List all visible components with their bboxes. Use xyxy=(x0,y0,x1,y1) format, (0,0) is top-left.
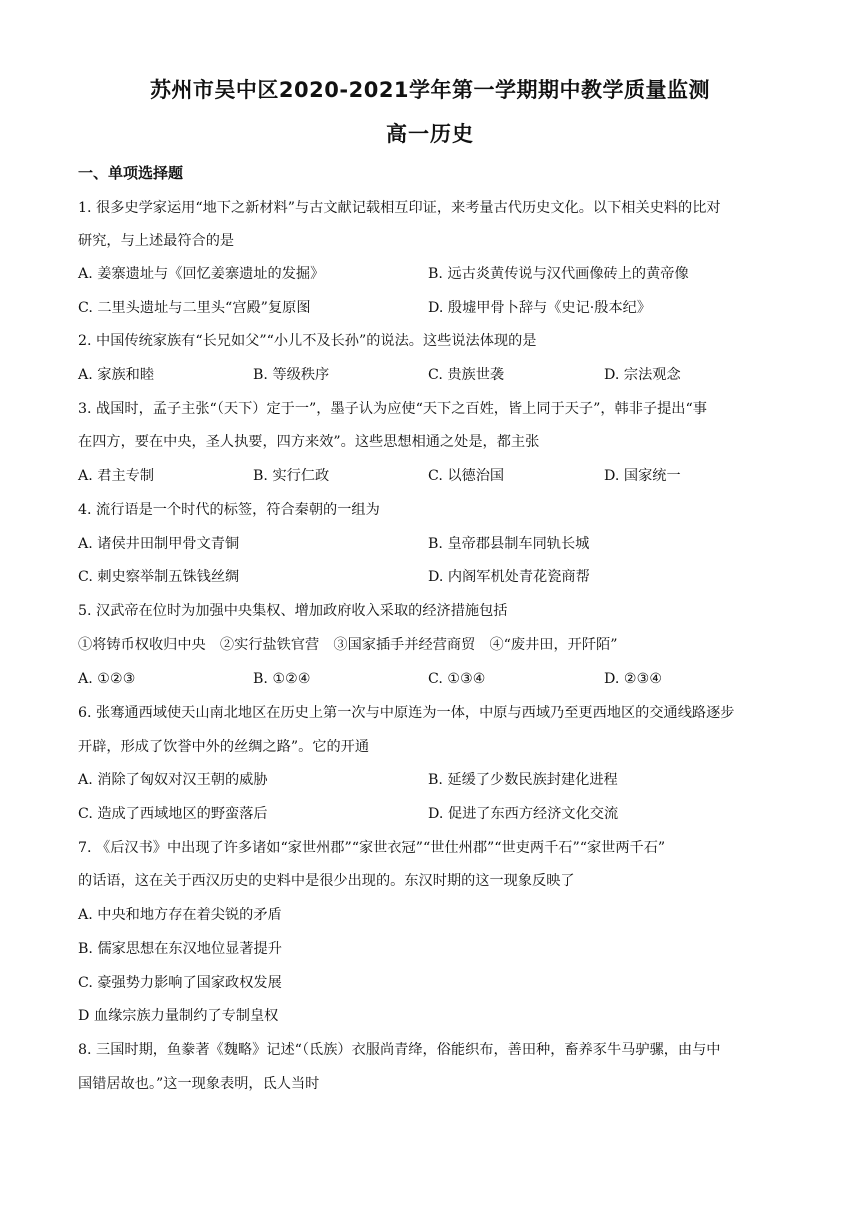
question-7-stem-line-1: 7. 《后汉书》中出现了许多诸如“家世州郡”“家世衣冠”“世仕州郡”“世吏两千石”“家世两千石” xyxy=(78,840,666,856)
question-7-option-a: A. 中央和地方存在着尖锐的矛盾 xyxy=(78,907,282,923)
question-7-stem-line-2: 的话语，这在关于西汉历史的史料中是很少出现的。东汉时期的这一现象反映了 xyxy=(78,873,575,889)
question-8-stem-line-2: 国错居故也。”这一现象表明，氐人当时 xyxy=(78,1076,320,1092)
question-3-stem-line-1: 3. 战国时，孟子主张“（天下）定于一”，墨子认为应使“天下之百姓，皆上同于天子”，韩非子提出“事 xyxy=(78,401,707,417)
question-4-option-d: D. 内阁军机处青花瓷商帮 xyxy=(428,569,590,585)
question-1-option-b: B. 远古炎黄传说与汉代画像砖上的黄帝像 xyxy=(428,266,689,282)
exam-title: 苏州市吴中区2020-2021学年第一学期期中教学质量监测 xyxy=(149,78,711,102)
question-3-option-c: C. 以德治国 xyxy=(428,468,505,484)
question-6-option-d: D. 促进了东西方经济文化交流 xyxy=(428,806,619,822)
question-6-option-b: B. 延缓了少数民族封建化进程 xyxy=(428,772,618,788)
section-heading: 一、单项选择题 xyxy=(78,164,184,182)
question-7-option-c: C. 豪强势力影响了国家政权发展 xyxy=(78,975,282,991)
question-6-stem-line-1: 6. 张骞通西域使天山南北地区在历史上第一次与中原连为一体，中原与西域乃至更西地区的交通线路逐步 xyxy=(78,705,735,721)
question-6-option-c: C. 造成了西域地区的野蛮落后 xyxy=(78,806,268,822)
question-1-option-a: A. 姜寨遗址与《回忆姜寨遗址的发掘》 xyxy=(78,266,325,282)
question-7-option-b: B. 儒家思想在东汉地位显著提升 xyxy=(78,941,282,957)
question-4-stem-line-1: 4. 流行语是一个时代的标签，符合秦朝的一组为 xyxy=(78,502,380,518)
question-4-option-a: A. 诸侯井田制甲骨文青铜 xyxy=(78,536,240,552)
question-3-option-b: B. 实行仁政 xyxy=(253,468,330,484)
question-2-stem-line-1: 2. 中国传统家族有“长兄如父”“小儿不及长孙”的说法。这些说法体现的是 xyxy=(78,333,537,349)
question-5-option-b: B. ①②④ xyxy=(253,671,311,687)
question-2-option-d: D. 宗法观念 xyxy=(604,367,681,383)
question-8-stem-line-1: 8. 三国时期，鱼豢著《魏略》记述“（氐族）衣服尚青绛，俗能织布，善田种，畜养豕牛马驴骡，由与中 xyxy=(78,1042,721,1058)
question-4-option-b: B. 皇帝郡县制车同轨长城 xyxy=(428,536,590,552)
question-2-option-c: C. 贵族世袭 xyxy=(428,367,505,383)
question-3-option-d: D. 国家统一 xyxy=(604,468,681,484)
question-7-option-d: D 血缘宗族力量制约了专制皇权 xyxy=(78,1008,279,1024)
question-3-option-a: A. 君主专制 xyxy=(78,468,155,484)
question-1-stem-line-1: 1. 很多史学家运用“地下之新材料”与古文献记载相互印证，来考量古代历史文化。以下相关史料的比对 xyxy=(78,200,721,216)
question-1-stem-line-2: 研究，与上述最符合的是 xyxy=(78,233,235,249)
question-5-option-a: A. ①②③ xyxy=(78,671,136,687)
question-5-option-d: D. ②③④ xyxy=(604,671,663,687)
question-1-option-d: D. 殷墟甲骨卜辞与《史记·殷本纪》 xyxy=(428,300,652,316)
question-2-option-b: B. 等级秩序 xyxy=(253,367,330,383)
question-3-stem-line-2: 在四方，要在中央，圣人执要，四方来效”。这些思想相通之处是，都主张 xyxy=(78,434,540,450)
question-2-option-a: A. 家族和睦 xyxy=(78,367,155,383)
question-5-option-c: C. ①③④ xyxy=(428,671,486,687)
question-6-stem-line-2: 开辟，形成了饮誉中外的丝绸之路”。它的开通 xyxy=(78,739,370,755)
question-1-option-c: C. 二里头遗址与二里头“宫殿”复原图 xyxy=(78,300,311,316)
question-4-option-c: C. 刺史察举制五铢钱丝绸 xyxy=(78,569,240,585)
question-6-option-a: A. 消除了匈奴对汉王朝的威胁 xyxy=(78,772,268,788)
exam-subtitle: 高一历史 xyxy=(386,122,474,146)
question-5-stem-line-2: ①将铸币权收归中央 ②实行盐铁官营 ③国家插手并经营商贸 ④“废井田，开阡陌” xyxy=(78,637,618,653)
question-5-stem-line-1: 5. 汉武帝在位时为加强中央集权、增加政府收入采取的经济措施包括 xyxy=(78,603,508,619)
